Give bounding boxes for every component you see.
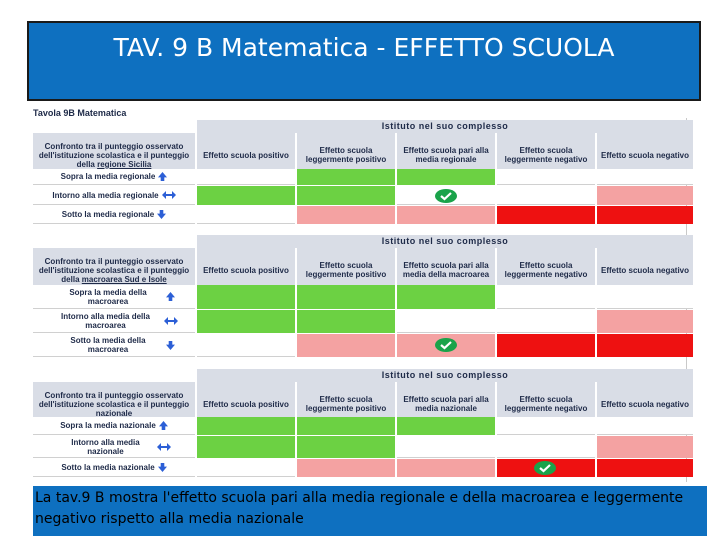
arrow-up-icon (166, 292, 175, 301)
row-label: Sopra la media nazionale (60, 421, 156, 430)
cell-empty (197, 169, 295, 185)
cell-green (197, 186, 295, 205)
cell-light-red (297, 334, 395, 357)
col-leggermente-negativo: Effetto scuola leggermente negativo (497, 133, 595, 177)
row-label: Intorno alla media regionale (52, 190, 159, 200)
arrow-both-icon (162, 191, 176, 199)
col-negativo: Effetto scuola negativo (597, 382, 693, 426)
cell-green (397, 417, 495, 435)
arrow-both-icon (157, 443, 171, 451)
cell-green (397, 285, 495, 309)
cell-red (597, 206, 693, 224)
cell-green (197, 436, 295, 458)
row-label: Sotto la media regionale (61, 210, 155, 219)
comparison-area: regione Sicilia (97, 159, 152, 169)
col-leggermente-negativo: Effetto scuola leggermente negativo (497, 248, 595, 292)
cell-red (597, 334, 693, 357)
col-positivo: Effetto scuola positivo (197, 382, 295, 426)
cell-green (197, 285, 295, 309)
cell-empty (497, 436, 595, 458)
cell-empty (397, 310, 495, 333)
arrow-up-icon (159, 421, 168, 430)
cell-green (297, 417, 395, 435)
cell-empty (197, 334, 295, 357)
section-macroarea (33, 235, 693, 357)
col-leggermente-positivo: Effetto scuola leggermente positivo (297, 382, 395, 426)
cell-light-red (297, 459, 395, 477)
comparison-text: Confronto tra il punteggio osservato dell'istituzione scolastica e il punteggio della (38, 141, 190, 169)
checkmark-icon (532, 460, 558, 476)
cell-green (297, 310, 395, 333)
row-sotto (33, 334, 195, 357)
section-header: Istituto nel suo complesso (197, 369, 693, 382)
comparison-area: nazionale (95, 408, 133, 418)
col-pari: Effetto scuola pari alla media della macroarea (397, 248, 495, 292)
row-intorno (33, 310, 195, 333)
col-leggermente-positivo: Effetto scuola leggermente positivo (297, 133, 395, 177)
cell-empty (497, 186, 595, 205)
row-sotto (33, 206, 195, 224)
cell-red (597, 459, 693, 477)
cell-empty (197, 206, 295, 224)
row-label: Sotto la media della macroarea (70, 336, 146, 354)
cell-light-red (597, 436, 693, 458)
checkmark-icon (433, 337, 459, 353)
section-header: Istituto nel suo complesso (197, 120, 693, 133)
cell-green (197, 310, 295, 333)
row-label: Intorno alla media della macroarea (61, 312, 150, 330)
cell-green (297, 436, 395, 458)
cell-green (297, 285, 395, 309)
arrow-down-icon (166, 341, 175, 350)
cell-empty (597, 285, 693, 309)
cell-light-red (597, 186, 693, 205)
section-header: Istituto nel suo complesso (197, 235, 693, 248)
col-pari: Effetto scuola pari alla media regionale (397, 133, 495, 177)
row-label: Sopra la media regionale (60, 172, 156, 181)
cell-light-red (397, 206, 495, 224)
cell-green (297, 186, 395, 205)
col-positivo: Effetto scuola positivo (197, 133, 295, 177)
section-nazionale (33, 369, 693, 479)
col-pari: Effetto scuola pari alla media nazionale (397, 382, 495, 426)
checkmark-icon (433, 188, 459, 204)
row-sopra (33, 169, 195, 185)
col-negativo: Effetto scuola negativo (597, 133, 693, 177)
cell-empty (497, 417, 595, 435)
row-sopra (33, 285, 195, 309)
col-positivo: Effetto scuola positivo (197, 248, 295, 292)
col-leggermente-positivo: Effetto scuola leggermente positivo (297, 248, 395, 292)
cell-empty (497, 169, 595, 185)
row-sotto (33, 459, 195, 477)
comparison-area: macroarea Sud e Isole (81, 274, 167, 284)
cell-green (297, 169, 395, 185)
cell-empty (397, 436, 495, 458)
arrow-down-icon (158, 463, 167, 472)
table-label: Tavola 9B Matematica (33, 108, 127, 118)
row-intorno (33, 436, 195, 458)
cell-light-red (597, 310, 693, 333)
row-label: Intorno alla media nazionale (71, 437, 140, 456)
cell-light-red (397, 459, 495, 477)
cell-empty (197, 459, 295, 477)
cell-light-red (297, 206, 395, 224)
cell-green (397, 169, 495, 185)
cell-red (497, 334, 595, 357)
cell-green (197, 417, 295, 435)
cell-empty (597, 169, 693, 185)
row-sopra (33, 417, 195, 435)
col-negativo: Effetto scuola negativo (597, 248, 693, 292)
arrow-both-icon (164, 317, 178, 325)
caption: La tav.9 B mostra l'effetto scuola pari alla media regionale e della macroarea e leggermente negativo rispetto alla media nazionale (33, 486, 707, 536)
cell-empty (597, 417, 693, 435)
arrow-up-icon (158, 172, 167, 181)
row-label: Sotto la media nazionale (61, 463, 155, 472)
arrow-down-icon (157, 210, 166, 219)
row-intorno (33, 186, 195, 205)
section-regione (33, 120, 693, 226)
slide-title: TAV. 9 B Matematica - EFFETTO SCUOLA (27, 21, 701, 101)
cell-empty (497, 285, 595, 309)
comparison-text: Confronto tra il punteggio osservato dell'istituzione scolastica e il punteggio della (38, 256, 190, 284)
cell-empty (497, 310, 595, 333)
col-leggermente-negativo: Effetto scuola leggermente negativo (497, 382, 595, 426)
cell-red (497, 206, 595, 224)
row-label: Sopra la media della macroarea (69, 287, 147, 306)
comparison-text: Confronto tra il punteggio osservato dell'istituzione scolastica e il punteggio (38, 390, 190, 409)
